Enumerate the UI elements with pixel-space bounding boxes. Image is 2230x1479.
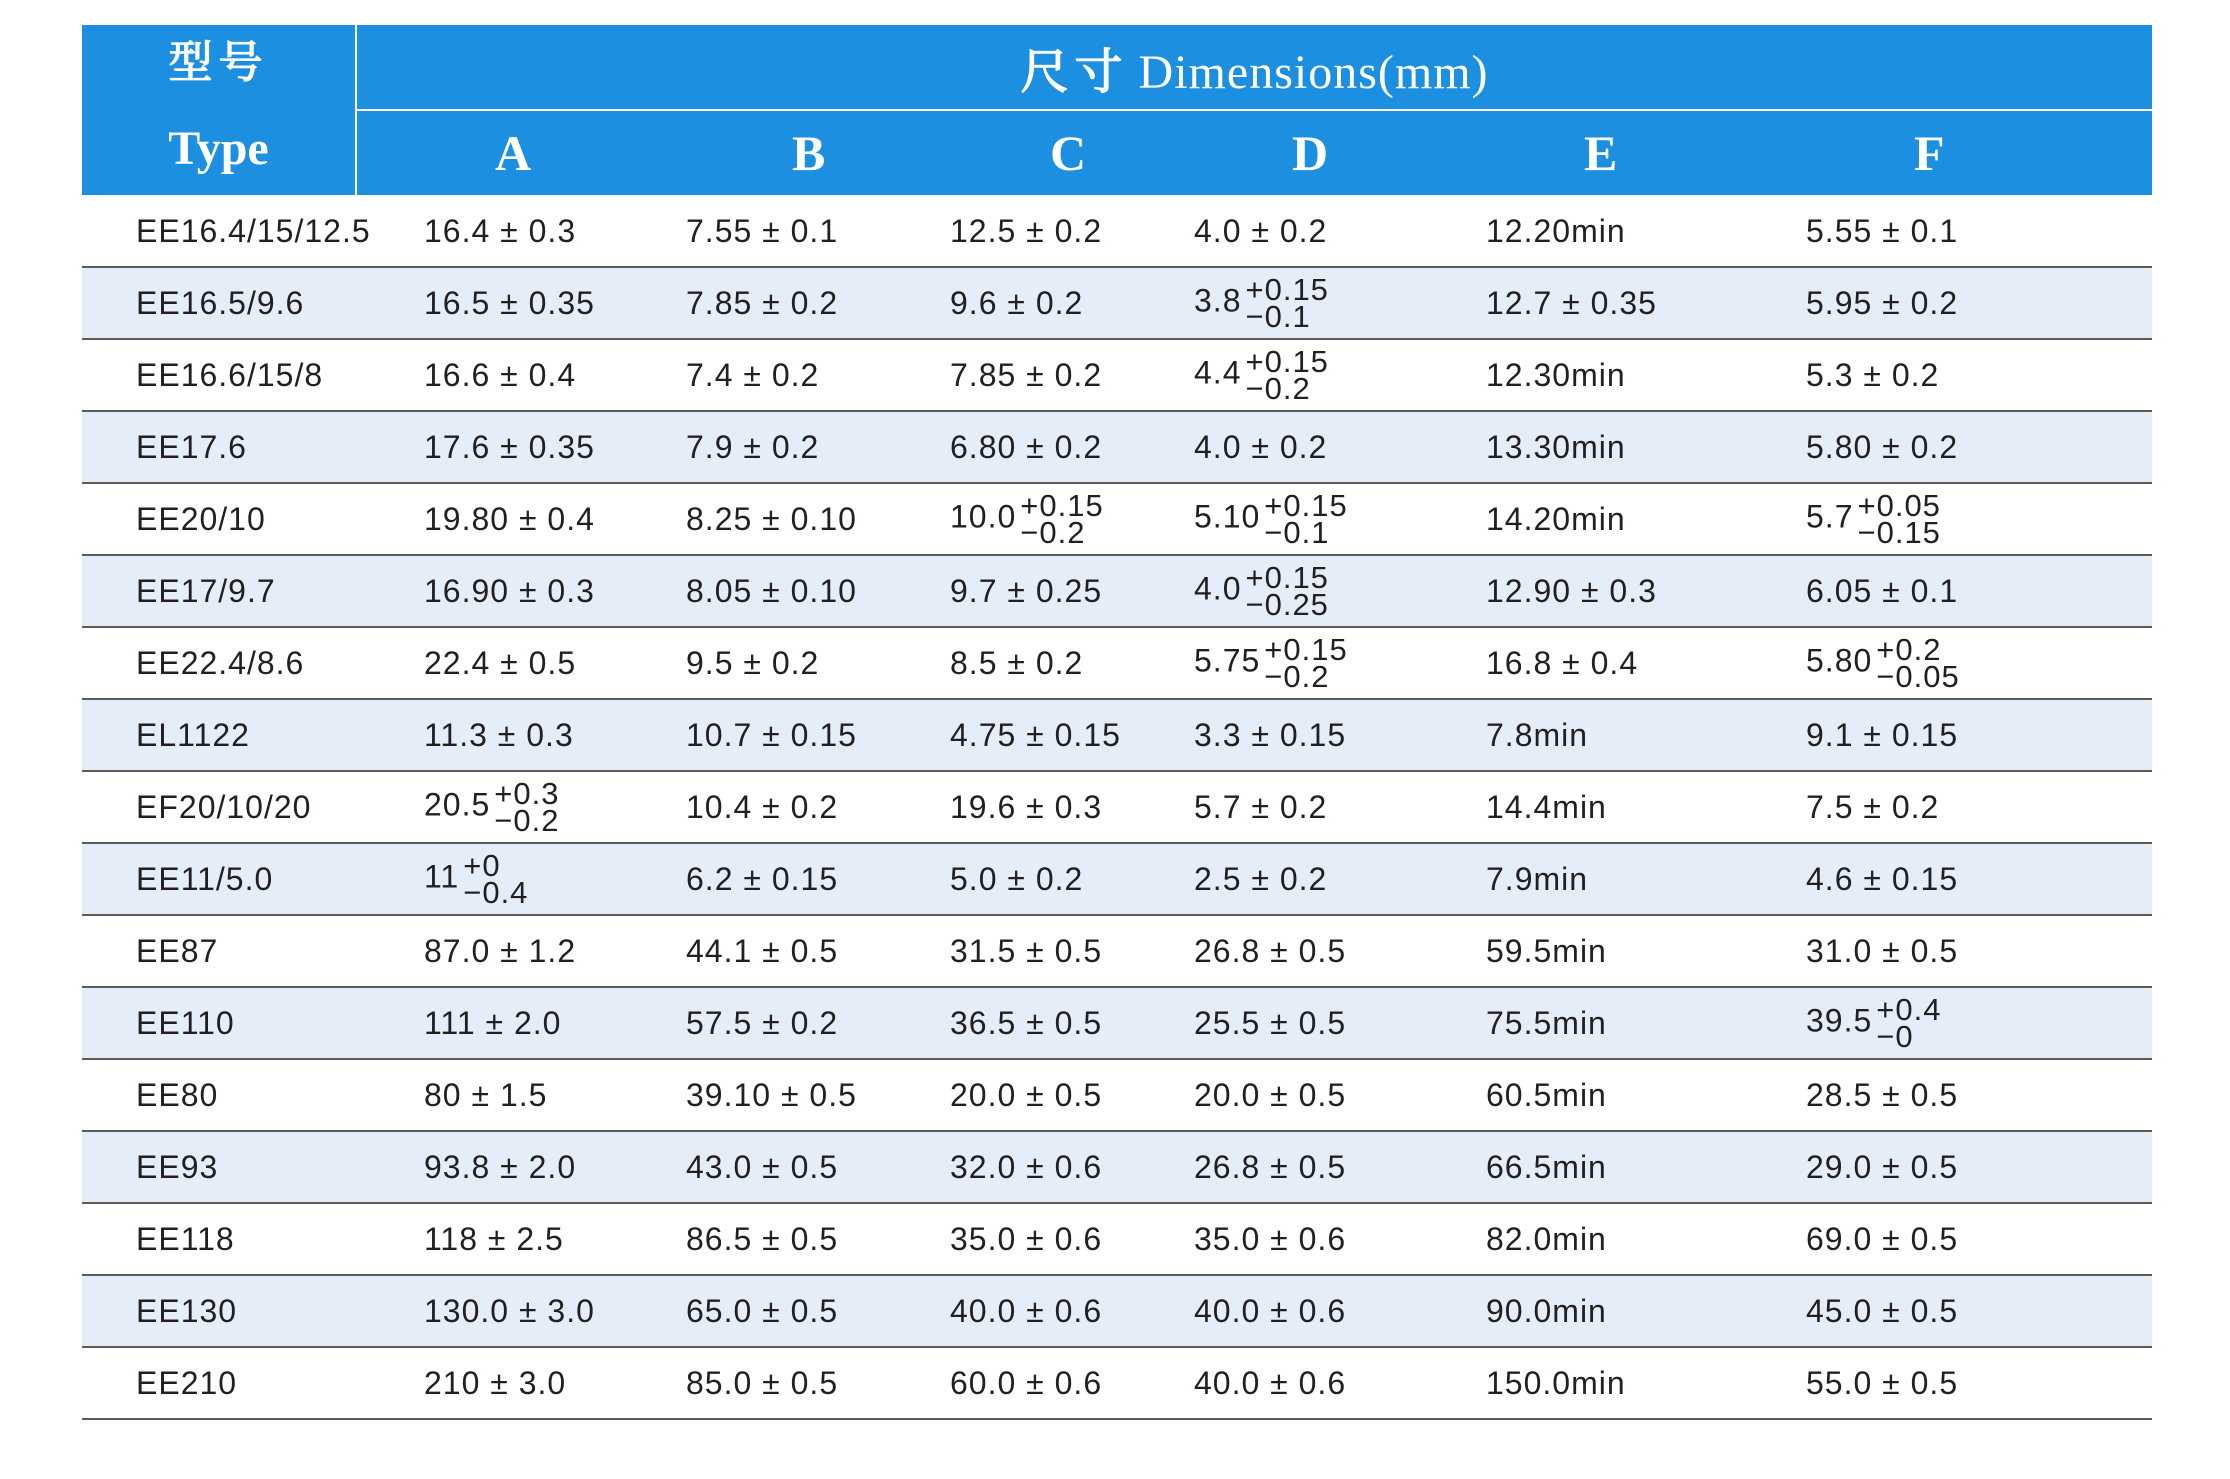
dimension-value: 5.95 ± 0.2	[1806, 285, 1959, 321]
dimension-cell-d	[1176, 267, 1448, 339]
dimension-value: 6.05 ± 0.1	[1806, 573, 1959, 609]
dimension-cell-d	[1176, 411, 1448, 483]
dimension-value: 150.0min	[1486, 1365, 1626, 1401]
dimension-value: 7.9min	[1486, 861, 1589, 897]
dimension-value: 12.7 ± 0.35	[1486, 285, 1657, 321]
dimension-value: 12.5 ± 0.2	[950, 212, 1103, 249]
dimension-value: 7.4 ± 0.2	[686, 357, 820, 393]
tolerance-lower: −0.15	[1857, 515, 1941, 550]
dimension-value: 12.20min	[1486, 212, 1626, 249]
dimension-value: 4.75 ± 0.15	[950, 717, 1121, 753]
dimension-value: 14.20min	[1486, 501, 1626, 537]
dimension-nominal: 39.5	[1806, 1002, 1873, 1039]
dimension-value: 55.0 ± 0.5	[1806, 1365, 1959, 1401]
dimension-value: 10.4 ± 0.2	[686, 789, 839, 825]
tolerance-upper: +0.2	[1876, 632, 1942, 667]
dimension-cell-b	[640, 1131, 914, 1203]
type-cell: EE93	[136, 1149, 219, 1185]
dimension-cell-f	[1718, 267, 2152, 339]
dimension-value: 28.5 ± 0.5	[1806, 1077, 1959, 1113]
dimension-value: 118 ± 2.5	[424, 1221, 564, 1257]
type-cell: EE11/5.0	[136, 861, 274, 897]
type-cell: EE118	[136, 1221, 235, 1257]
dimension-value: 93.8 ± 2.0	[424, 1149, 577, 1185]
dimension-cell-f	[1718, 915, 2152, 987]
dimension-cell-f	[1718, 843, 2152, 915]
dimensions-header-en: Dimensions(mm)	[1138, 45, 1489, 99]
dimension-value: 45.0 ± 0.5	[1806, 1293, 1959, 1329]
dimension-cell-a	[356, 1275, 640, 1347]
dimension-cell-d	[1176, 1347, 1448, 1419]
dimension-nominal: 11	[424, 858, 460, 895]
dimension-cell-c	[914, 1275, 1176, 1347]
table-row	[82, 555, 2152, 627]
dimension-cell-a	[356, 1059, 640, 1131]
dimension-value: 25.5 ± 0.5	[1194, 1005, 1347, 1041]
tolerance-lower: −0.05	[1876, 659, 1960, 694]
dimension-cell-b	[640, 699, 914, 771]
dimension-cell-a	[356, 1203, 640, 1275]
column-header-f: F	[1718, 110, 2152, 195]
tolerance-upper: +0.15	[1264, 488, 1348, 523]
dimension-cell-e	[1448, 771, 1718, 843]
dimension-cell-e	[1448, 555, 1718, 627]
dimension-value: 16.6 ± 0.4	[424, 357, 577, 393]
tolerance-stack	[1264, 488, 1348, 550]
type-cell: EE80	[136, 1077, 219, 1113]
dimension-value: 85.0 ± 0.5	[686, 1365, 839, 1401]
tolerance-stack	[1876, 992, 1942, 1054]
type-cell: EE16.6/15/8	[136, 357, 324, 393]
dimension-cell-f	[1718, 1275, 2152, 1347]
table-header	[82, 25, 2152, 195]
dimension-cell-e	[1448, 267, 1718, 339]
tolerance-upper: +0.15	[1264, 632, 1348, 667]
dimensions-group-header	[356, 25, 2152, 110]
dimension-value: 9.6 ± 0.2	[950, 285, 1084, 321]
tolerance-lower: −0.2	[1245, 371, 1311, 406]
tolerance-lower: −0.2	[494, 803, 560, 838]
dimension-cell-f	[1718, 771, 2152, 843]
dimension-cell-b	[640, 555, 914, 627]
dimension-nominal: 5.75	[1194, 642, 1261, 679]
dimension-cell-c	[914, 771, 1176, 843]
table-row	[82, 627, 2152, 699]
tolerance-upper: +0.05	[1857, 488, 1941, 523]
dimension-value: 6.80 ± 0.2	[950, 429, 1103, 465]
dimension-value: 59.5min	[1486, 933, 1607, 969]
tolerance-upper: +0.15	[1245, 272, 1329, 307]
dimension-value: 39.10 ± 0.5	[686, 1077, 857, 1113]
column-header-b: B	[640, 110, 914, 195]
table-row	[82, 339, 2152, 411]
dimension-value: 7.55 ± 0.1	[686, 212, 839, 249]
dimension-cell-b	[640, 1203, 914, 1275]
dimension-value: 40.0 ± 0.6	[1194, 1365, 1347, 1401]
dimension-value: 5.55 ± 0.1	[1806, 212, 1959, 249]
dimension-nominal: 4.4	[1194, 354, 1242, 391]
dimension-value: 29.0 ± 0.5	[1806, 1149, 1959, 1185]
dimension-cell-e	[1448, 627, 1718, 699]
table-row	[82, 1131, 2152, 1203]
dimension-cell-d	[1176, 1131, 1448, 1203]
dimension-cell-b	[640, 1059, 914, 1131]
dimension-value: 4.6 ± 0.15	[1806, 861, 1959, 897]
dimension-cell-f	[1718, 1347, 2152, 1419]
tolerance-stack	[1020, 488, 1104, 550]
dimension-cell-c	[914, 987, 1176, 1059]
dimension-value: 5.3 ± 0.2	[1806, 357, 1940, 393]
dimension-cell-f	[1718, 483, 2152, 555]
dimension-value: 12.30min	[1486, 357, 1626, 393]
tolerance-stack	[463, 848, 529, 910]
type-cell: EE16.4/15/12.5	[136, 212, 371, 249]
dimension-value: 32.0 ± 0.6	[950, 1149, 1103, 1185]
dimensions-table	[82, 25, 2152, 1420]
dimension-cell-d	[1176, 339, 1448, 411]
dimension-cell-b	[640, 627, 914, 699]
dimension-nominal: 3.8	[1194, 282, 1242, 319]
dimension-cell-e	[1448, 339, 1718, 411]
dimension-value: 26.8 ± 0.5	[1194, 933, 1347, 969]
table-body	[82, 195, 2152, 1419]
dimension-nominal: 10.0	[950, 498, 1017, 535]
dimension-nominal: 5.7	[1806, 498, 1854, 535]
dimension-cell-f	[1718, 1059, 2152, 1131]
dimension-cell-c	[914, 1347, 1176, 1419]
dimension-cell-d	[1176, 555, 1448, 627]
dimension-value: 40.0 ± 0.6	[950, 1293, 1103, 1329]
dimension-value: 40.0 ± 0.6	[1194, 1293, 1347, 1329]
dimension-cell-a	[356, 699, 640, 771]
dimension-value: 20.0 ± 0.5	[1194, 1077, 1347, 1113]
dimension-cell-d	[1176, 1059, 1448, 1131]
dimension-cell-c	[914, 627, 1176, 699]
dimension-value: 130.0 ± 3.0	[424, 1293, 595, 1329]
dimension-value: 8.5 ± 0.2	[950, 645, 1084, 681]
dimension-value: 87.0 ± 1.2	[424, 933, 577, 969]
table-row	[82, 915, 2152, 987]
dimension-cell-a	[356, 771, 640, 843]
dimension-value: 26.8 ± 0.5	[1194, 1149, 1347, 1185]
dimension-cell-e	[1448, 483, 1718, 555]
dimension-value: 44.1 ± 0.5	[686, 933, 839, 969]
dimension-cell-c	[914, 699, 1176, 771]
column-header-c: C	[914, 110, 1176, 195]
dimension-cell-b	[640, 339, 914, 411]
tolerance-stack	[494, 776, 560, 838]
dimension-cell-e	[1448, 1203, 1718, 1275]
dimension-nominal: 4.0	[1194, 570, 1242, 607]
dimension-value: 57.5 ± 0.2	[686, 1005, 839, 1041]
dimension-cell-b	[640, 411, 914, 483]
type-column-header	[82, 25, 356, 195]
dimension-cell-c	[914, 915, 1176, 987]
table-row	[82, 1347, 2152, 1419]
dimension-cell-f	[1718, 699, 2152, 771]
table-row	[82, 771, 2152, 843]
dimension-cell-c	[914, 1203, 1176, 1275]
tolerance-stack	[1857, 488, 1941, 550]
table-row	[82, 843, 2152, 915]
dimension-value: 9.5 ± 0.2	[686, 645, 820, 681]
dimension-cell-e	[1448, 1347, 1718, 1419]
dimension-value: 3.3 ± 0.15	[1194, 717, 1347, 753]
dimension-cell-b	[640, 195, 914, 267]
tolerance-stack	[1245, 272, 1329, 334]
dimension-value: 6.2 ± 0.15	[686, 861, 839, 897]
tolerance-stack	[1264, 632, 1348, 694]
dimension-value: 10.7 ± 0.15	[686, 717, 857, 753]
tolerance-stack	[1245, 344, 1329, 406]
dimension-value: 80 ± 1.5	[424, 1077, 548, 1113]
tolerance-lower: −0.1	[1264, 515, 1330, 550]
dimension-cell-c	[914, 1059, 1176, 1131]
dimension-value: 75.5min	[1486, 1005, 1607, 1041]
tolerance-upper: +0.15	[1245, 560, 1329, 595]
tolerance-upper: +0.15	[1020, 488, 1104, 523]
dimension-cell-a	[356, 339, 640, 411]
dimensions-header-cn: 尺寸	[1020, 43, 1129, 100]
dimension-cell-a	[356, 987, 640, 1059]
dimension-cell-b	[640, 1275, 914, 1347]
dimension-value: 7.8min	[1486, 717, 1589, 753]
table-row	[82, 699, 2152, 771]
dimension-cell-a	[356, 483, 640, 555]
dimension-cell-c	[914, 843, 1176, 915]
tolerance-lower: −0.2	[1020, 515, 1086, 550]
dimension-value: 35.0 ± 0.6	[1194, 1221, 1347, 1257]
tolerance-upper: +0	[463, 848, 501, 883]
dimension-nominal: 5.10	[1194, 498, 1261, 535]
dimension-value: 86.5 ± 0.5	[686, 1221, 839, 1257]
dimension-cell-f	[1718, 1203, 2152, 1275]
dimension-cell-f	[1718, 1131, 2152, 1203]
dimension-cell-d	[1176, 627, 1448, 699]
dimension-cell-c	[914, 555, 1176, 627]
dimension-value: 16.4 ± 0.3	[424, 212, 577, 249]
tolerance-lower: −0	[1876, 1019, 1914, 1054]
dimension-cell-c	[914, 411, 1176, 483]
dimension-cell-f	[1718, 627, 2152, 699]
dimension-cell-c	[914, 483, 1176, 555]
dimension-cell-c	[914, 339, 1176, 411]
type-cell: EE22.4/8.6	[136, 645, 305, 681]
dimension-cell-a	[356, 555, 640, 627]
type-header-en: Type	[168, 122, 269, 175]
dimension-value: 16.5 ± 0.35	[424, 285, 595, 321]
dimension-cell-b	[640, 987, 914, 1059]
dimension-cell-e	[1448, 1059, 1718, 1131]
tolerance-lower: −0.2	[1264, 659, 1330, 694]
dimension-value: 17.6 ± 0.35	[424, 429, 595, 465]
dimension-value: 13.30min	[1486, 429, 1626, 465]
tolerance-upper: +0.4	[1876, 992, 1942, 1027]
dimension-cell-a	[356, 195, 640, 267]
dimension-cell-d	[1176, 1203, 1448, 1275]
dimension-cell-a	[356, 411, 640, 483]
tolerance-lower: −0.1	[1245, 299, 1311, 334]
dimension-cell-d	[1176, 771, 1448, 843]
dimension-cell-e	[1448, 915, 1718, 987]
type-cell: EE210	[136, 1365, 238, 1401]
dimension-value: 19.6 ± 0.3	[950, 789, 1103, 825]
dimension-cell-f	[1718, 339, 2152, 411]
type-cell: EE20/10	[136, 501, 266, 537]
dimension-value: 7.5 ± 0.2	[1806, 789, 1940, 825]
dimension-value: 9.1 ± 0.15	[1806, 717, 1959, 753]
dimension-value: 82.0min	[1486, 1221, 1607, 1257]
table-row	[82, 1275, 2152, 1347]
dimension-value: 31.5 ± 0.5	[950, 933, 1103, 969]
dimension-cell-d	[1176, 915, 1448, 987]
dimension-cell-b	[640, 483, 914, 555]
dimension-value: 31.0 ± 0.5	[1806, 933, 1959, 969]
table-row	[82, 1203, 2152, 1275]
dimension-value: 4.0 ± 0.2	[1194, 212, 1328, 249]
dimension-cell-e	[1448, 411, 1718, 483]
type-cell: EE130	[136, 1293, 238, 1329]
dimension-value: 8.25 ± 0.10	[686, 501, 857, 537]
column-header-e: E	[1448, 110, 1718, 195]
dimension-cell-b	[640, 843, 914, 915]
dimension-cell-c	[914, 195, 1176, 267]
dimension-cell-d	[1176, 483, 1448, 555]
type-cell: EL1122	[136, 717, 250, 753]
dimension-cell-e	[1448, 1275, 1718, 1347]
dimension-value: 35.0 ± 0.6	[950, 1221, 1103, 1257]
column-header-d: D	[1176, 110, 1448, 195]
dimension-cell-b	[640, 915, 914, 987]
dimension-value: 12.90 ± 0.3	[1486, 573, 1657, 609]
dimension-cell-a	[356, 1347, 640, 1419]
dimension-cell-d	[1176, 195, 1448, 267]
dimension-value: 90.0min	[1486, 1293, 1607, 1329]
dimension-value: 7.85 ± 0.2	[686, 285, 839, 321]
table-row	[82, 195, 2152, 267]
table-row	[82, 411, 2152, 483]
dimension-value: 20.0 ± 0.5	[950, 1077, 1103, 1113]
table-row	[82, 987, 2152, 1059]
dimension-value: 16.8 ± 0.4	[1486, 645, 1639, 681]
table-row	[82, 483, 2152, 555]
dimension-value: 7.9 ± 0.2	[686, 429, 820, 465]
dimension-cell-d	[1176, 1275, 1448, 1347]
dimension-value: 22.4 ± 0.5	[424, 645, 577, 681]
type-cell: EF20/10/20	[136, 789, 312, 825]
dimension-value: 5.80 ± 0.2	[1806, 429, 1959, 465]
dimension-cell-f	[1718, 195, 2152, 267]
tolerance-stack	[1245, 560, 1329, 622]
dimension-value: 5.0 ± 0.2	[950, 861, 1084, 897]
tolerance-upper: +0.15	[1245, 344, 1329, 379]
dimension-value: 60.0 ± 0.6	[950, 1365, 1103, 1401]
dimension-value: 19.80 ± 0.4	[424, 501, 595, 537]
dimension-value: 69.0 ± 0.5	[1806, 1221, 1959, 1257]
dimension-value: 14.4min	[1486, 789, 1607, 825]
dimension-cell-a	[356, 915, 640, 987]
dimension-nominal: 20.5	[424, 786, 491, 823]
tolerance-stack	[1876, 632, 1960, 694]
dimension-value: 65.0 ± 0.5	[686, 1293, 839, 1329]
dimension-cell-f	[1718, 411, 2152, 483]
type-cell: EE87	[136, 933, 219, 969]
dimension-value: 5.7 ± 0.2	[1194, 789, 1328, 825]
dimension-cell-c	[914, 267, 1176, 339]
dimension-cell-e	[1448, 843, 1718, 915]
dimension-cell-b	[640, 267, 914, 339]
dimension-value: 9.7 ± 0.25	[950, 573, 1103, 609]
dimension-cell-a	[356, 1131, 640, 1203]
dimension-cell-e	[1448, 699, 1718, 771]
dimension-value: 66.5min	[1486, 1149, 1607, 1185]
dimension-cell-a	[356, 843, 640, 915]
dimension-cell-b	[640, 771, 914, 843]
dimension-cell-a	[356, 627, 640, 699]
dimension-value: 16.90 ± 0.3	[424, 573, 595, 609]
dimension-cell-c	[914, 1131, 1176, 1203]
dimension-cell-d	[1176, 699, 1448, 771]
type-cell: EE17.6	[136, 429, 247, 465]
dimension-cell-d	[1176, 987, 1448, 1059]
dimension-cell-b	[640, 1347, 914, 1419]
type-cell: EE110	[136, 1005, 235, 1041]
tolerance-upper: +0.3	[494, 776, 560, 811]
dimension-value: 111 ± 2.0	[424, 1005, 562, 1041]
dimension-value: 60.5min	[1486, 1077, 1607, 1113]
dimension-cell-f	[1718, 987, 2152, 1059]
dimension-cell-d	[1176, 843, 1448, 915]
dimension-cell-a	[356, 267, 640, 339]
dimension-value: 43.0 ± 0.5	[686, 1149, 839, 1185]
dimension-cell-e	[1448, 1131, 1718, 1203]
dimension-value: 7.85 ± 0.2	[950, 357, 1103, 393]
tolerance-lower: −0.25	[1245, 587, 1329, 622]
dimension-value: 4.0 ± 0.2	[1194, 429, 1328, 465]
column-header-a: A	[356, 110, 640, 195]
dimension-value: 36.5 ± 0.5	[950, 1005, 1103, 1041]
dimension-value: 11.3 ± 0.3	[424, 717, 574, 753]
dimension-value: 210 ± 3.0	[424, 1365, 567, 1401]
dimension-cell-f	[1718, 555, 2152, 627]
table-row	[82, 267, 2152, 339]
type-header-cn: 型号	[168, 37, 269, 88]
dimension-nominal: 5.80	[1806, 642, 1873, 679]
type-cell: EE17/9.7	[136, 573, 276, 609]
table-row	[82, 1059, 2152, 1131]
dimension-value: 8.05 ± 0.10	[686, 573, 857, 609]
type-cell: EE16.5/9.6	[136, 285, 305, 321]
dimension-cell-e	[1448, 195, 1718, 267]
dimension-cell-e	[1448, 987, 1718, 1059]
tolerance-lower: −0.4	[463, 875, 529, 910]
dimension-value: 2.5 ± 0.2	[1194, 861, 1328, 897]
